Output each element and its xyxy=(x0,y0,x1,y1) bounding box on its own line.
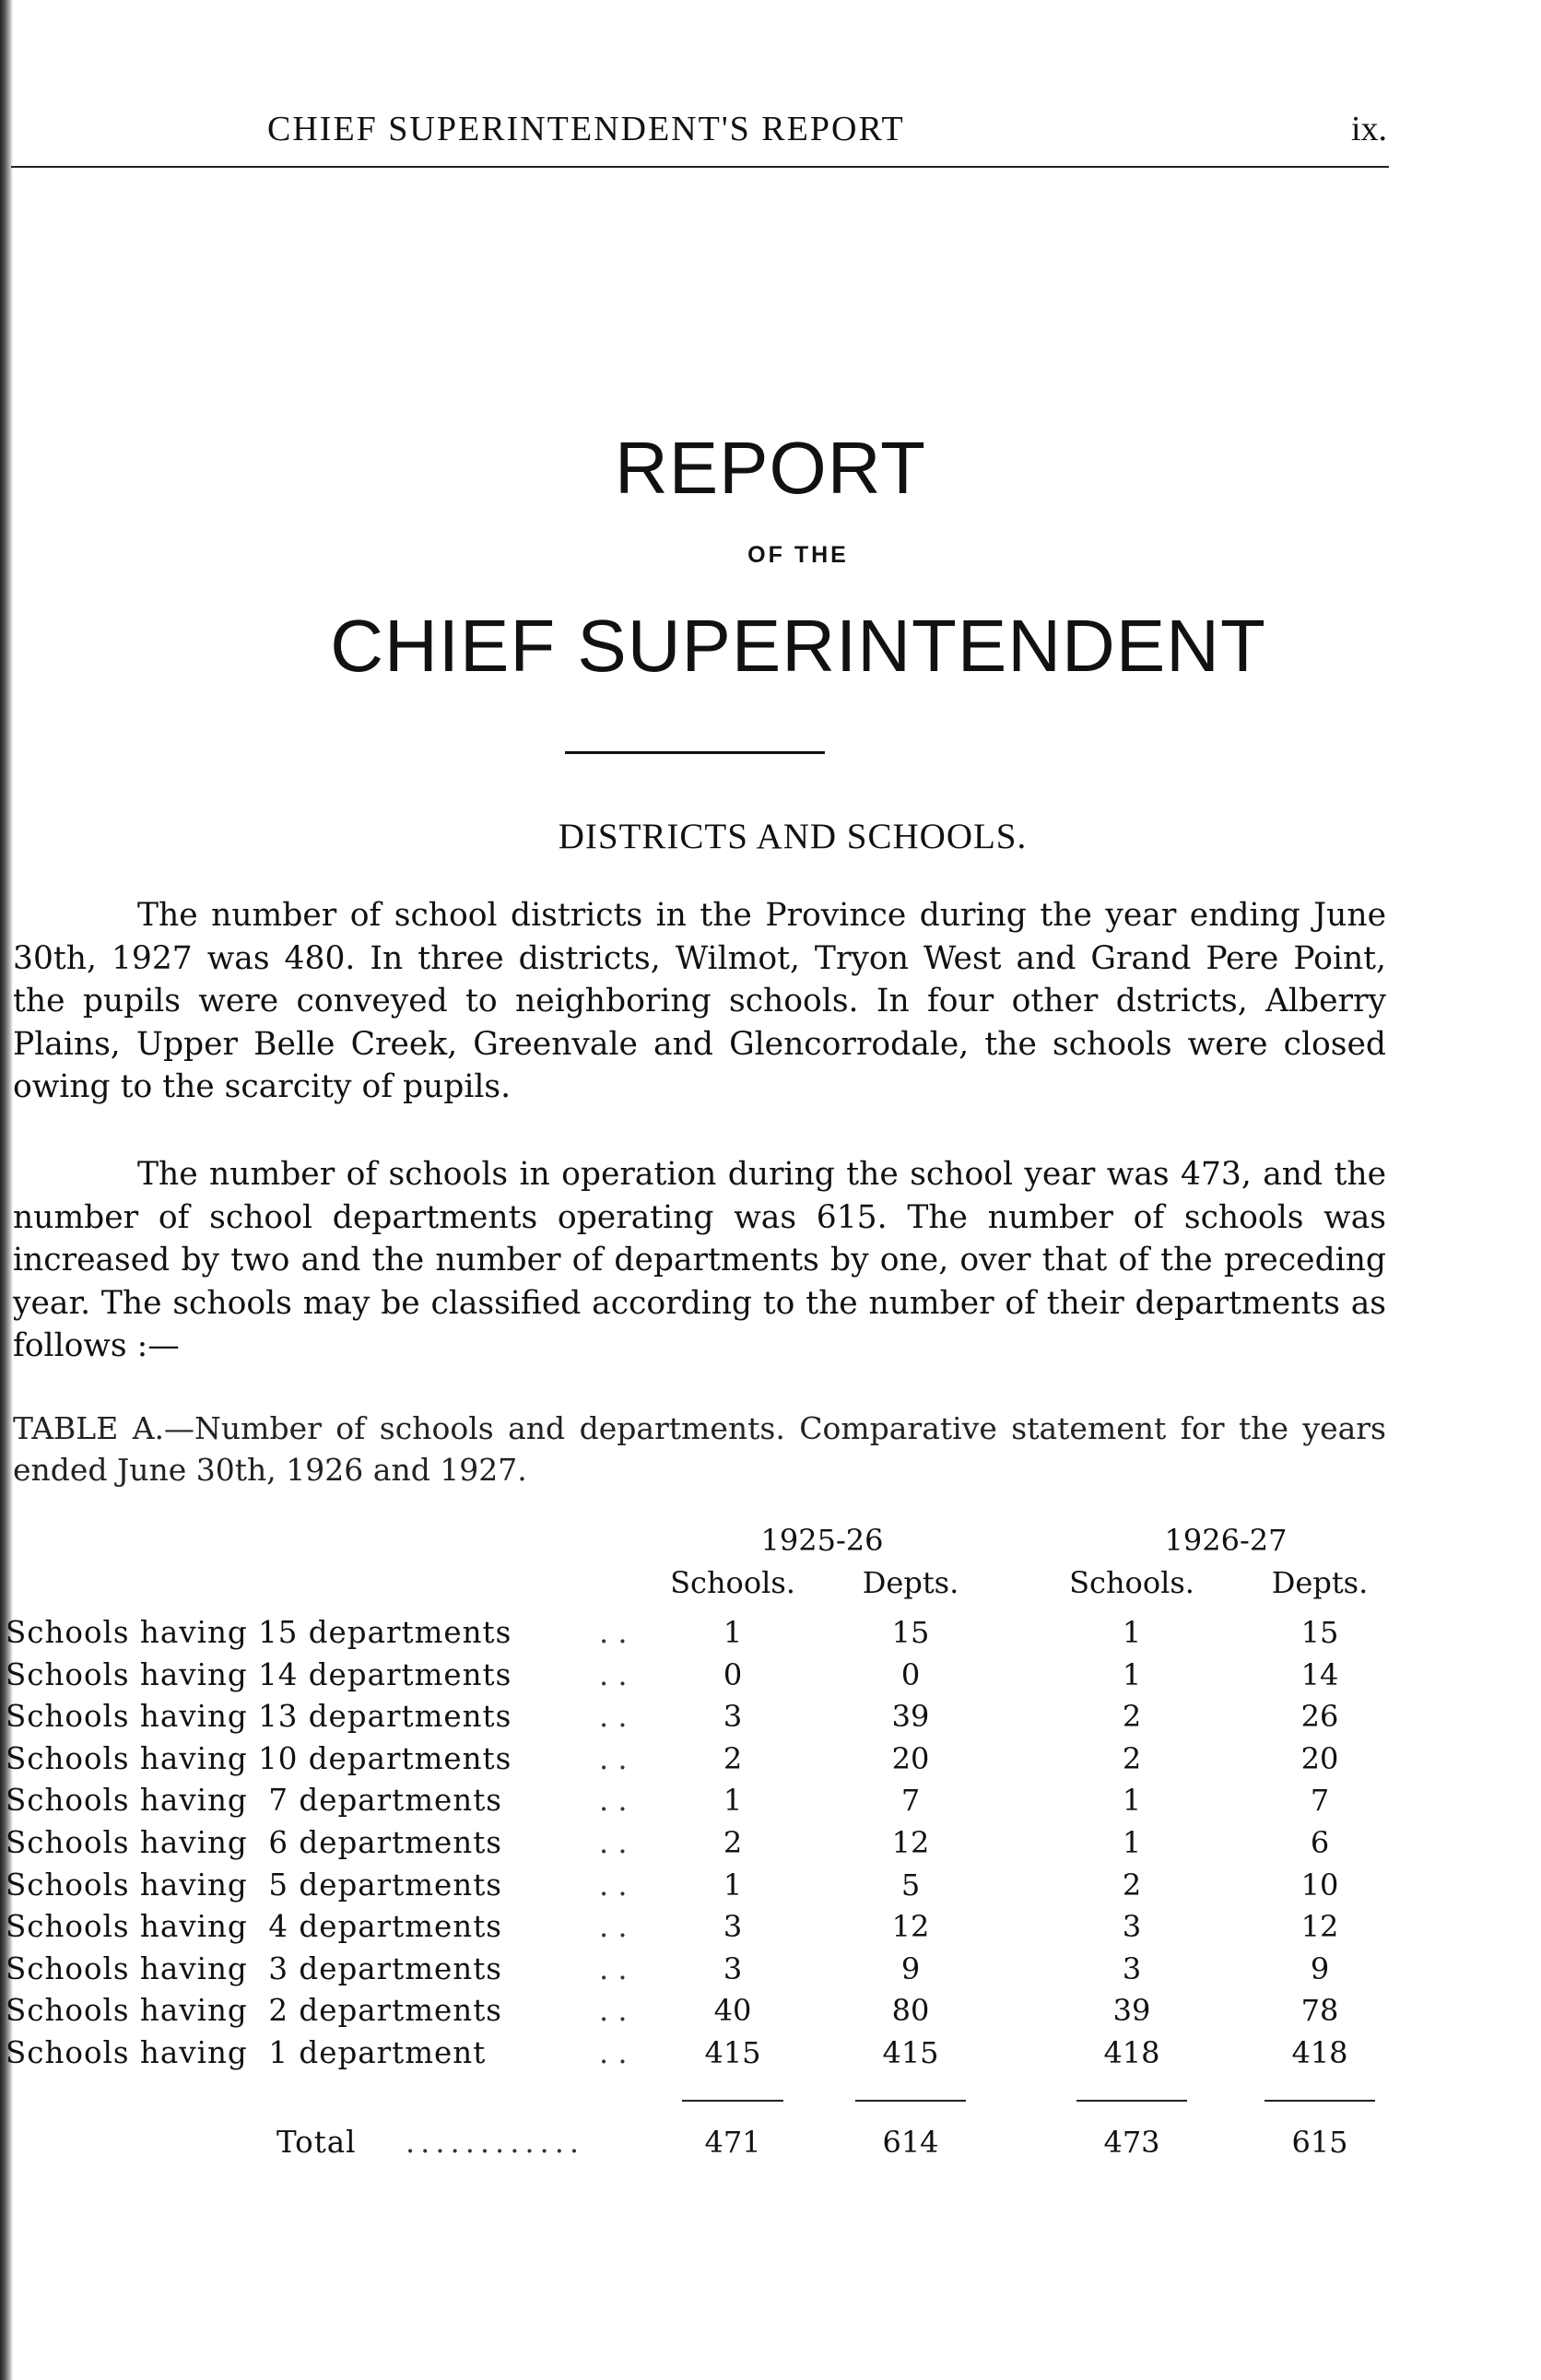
table-row xyxy=(0,1699,1541,1741)
table-cell: 20 xyxy=(1300,1740,1339,1776)
running-head-title: CHIEF SUPERINTENDENT'S REPORT xyxy=(267,110,905,148)
row-leader-dots: . . xyxy=(599,1950,628,1986)
table-cell: 14 xyxy=(1300,1656,1339,1692)
table-cell: 415 xyxy=(882,2035,939,2070)
table-cell: 3 xyxy=(723,1950,743,1986)
row-leader-dots: . . xyxy=(599,1740,628,1776)
total-cell: 615 xyxy=(1291,2125,1348,2160)
column-header: Schools. xyxy=(670,1565,795,1600)
table-cell: 1 xyxy=(1122,1656,1142,1692)
table-row xyxy=(0,1825,1541,1867)
row-label: Schools having 6 departments xyxy=(6,1825,502,1860)
table-row xyxy=(0,1657,1541,1700)
table-cell: 1 xyxy=(1122,1783,1142,1819)
paragraph-schools: The number of schools in operation during the school year was 473, and the number of school departments operating was 615. The number of schools was increased by two and the number of departments by one, over that of the preceding year. The schools may be classified according to the number of their departments as follows :— xyxy=(13,1156,1386,1364)
row-leader-dots: . . xyxy=(599,1993,628,2029)
table-cell: 80 xyxy=(891,1993,930,2029)
table-row xyxy=(0,2035,1541,2078)
table-cell: 15 xyxy=(1300,1615,1339,1650)
table-row xyxy=(0,1993,1541,2035)
row-label: Schools having 15 departments xyxy=(6,1615,512,1650)
table-cell: 2 xyxy=(1122,1740,1142,1776)
running-head xyxy=(0,109,1387,164)
table-cell: 3 xyxy=(723,1909,743,1945)
sum-rule xyxy=(1265,2100,1375,2102)
table-row xyxy=(0,1783,1541,1825)
table-cell: 39 xyxy=(1112,1993,1151,2029)
table-cell: 1 xyxy=(723,1783,743,1819)
table-cell: 2 xyxy=(1122,1867,1142,1903)
table-cell: 20 xyxy=(891,1740,930,1776)
table-cell: 3 xyxy=(1122,1909,1142,1945)
column-header: Depts. xyxy=(862,1565,959,1600)
table-cell: 15 xyxy=(891,1615,930,1650)
total-label: Total xyxy=(276,2125,357,2160)
row-label: Schools having 13 departments xyxy=(6,1699,512,1735)
row-leader-dots: . . xyxy=(599,1699,628,1735)
table-row xyxy=(0,1909,1541,1951)
row-label: Schools having 1 department xyxy=(6,2035,487,2070)
table-cell: 1 xyxy=(723,1867,743,1903)
sum-rule xyxy=(855,2100,966,2102)
title-divider-rule xyxy=(565,751,825,754)
table-cell: 2 xyxy=(723,1825,743,1860)
page-number: ix. xyxy=(1350,110,1387,148)
row-label: Schools having 10 departments xyxy=(6,1740,512,1776)
report-title-chief-superintendent: CHIEF SUPERINTENDENT xyxy=(330,605,1266,687)
row-label: Schools having 14 departments xyxy=(6,1656,512,1692)
table-cell: 1 xyxy=(1122,1615,1142,1650)
table-cell: 418 xyxy=(1103,2035,1160,2070)
total-row xyxy=(0,2125,1541,2167)
column-header: Schools. xyxy=(1069,1565,1194,1600)
year-header: 1926-27 xyxy=(1164,1523,1288,1558)
table-cell: 12 xyxy=(1300,1909,1339,1945)
table-row xyxy=(0,1615,1541,1657)
table-row xyxy=(0,1867,1541,1910)
table-cell: 0 xyxy=(723,1656,743,1692)
table-cell: 12 xyxy=(891,1825,930,1860)
total-cell: 471 xyxy=(704,2125,761,2160)
total-cell: 614 xyxy=(882,2125,939,2160)
table-cell: 3 xyxy=(723,1699,743,1735)
table-row xyxy=(0,1741,1541,1784)
year-header: 1925-26 xyxy=(760,1523,884,1558)
row-label: Schools having 5 departments xyxy=(6,1867,502,1903)
row-leader-dots: . . xyxy=(599,1825,628,1860)
table-cell: 2 xyxy=(723,1740,743,1776)
sum-rule xyxy=(682,2100,783,2102)
total-cell: 473 xyxy=(1103,2125,1160,2160)
table-cell: 39 xyxy=(891,1699,930,1735)
table-cell: 418 xyxy=(1291,2035,1348,2070)
row-label: Schools having 2 departments xyxy=(6,1993,502,2029)
row-leader-dots: . . xyxy=(599,1783,628,1819)
row-leader-dots: . . xyxy=(599,2035,628,2070)
table-cell: 7 xyxy=(900,1783,921,1819)
table-cell: 40 xyxy=(713,1993,752,2029)
row-leader-dots: . . xyxy=(599,1867,628,1903)
table-cell: 1 xyxy=(723,1615,743,1650)
header-rule xyxy=(11,166,1389,168)
row-label: Schools having 7 departments xyxy=(6,1783,502,1819)
table-row xyxy=(0,1951,1541,1994)
section-heading: DISTRICTS AND SCHOOLS. xyxy=(558,817,1028,856)
table-cell: 26 xyxy=(1300,1699,1339,1735)
sum-rule xyxy=(1076,2100,1187,2102)
report-subtitle-of-the: OF THE xyxy=(747,542,849,568)
table-cell: 78 xyxy=(1300,1993,1339,2029)
column-header: Depts. xyxy=(1271,1565,1369,1600)
row-label: Schools having 3 departments xyxy=(6,1950,502,1986)
table-cell: 0 xyxy=(900,1656,921,1692)
table-caption: TABLE A.—Number of schools and departments. Comparative statement for the years ended June 30th, 1926 and 1927. xyxy=(13,1410,1386,1488)
table-cell: 9 xyxy=(900,1950,921,1986)
row-leader-dots: . . xyxy=(599,1615,628,1650)
paragraph-districts: The number of school districts in the Province during the year ending June 30th, 1927 was 480. In three districts, Wilmot, Tryon West and Grand Pere Point, the pupils were conveyed to neighboring schools. In four other dstricts, Alberry Plains, Upper Belle Creek, Greenvale and Glencorrodale, the schools were closed owing to the scarcity of pupils. xyxy=(13,897,1386,1105)
table-cell: 6 xyxy=(1310,1825,1330,1860)
table-cell: 1 xyxy=(1122,1825,1142,1860)
table-cell: 10 xyxy=(1300,1867,1339,1903)
table-cell: 5 xyxy=(900,1867,921,1903)
total-leader-dots: ............ xyxy=(406,2125,585,2160)
table-cell: 9 xyxy=(1310,1950,1330,1986)
table-cell: 2 xyxy=(1122,1699,1142,1735)
row-label: Schools having 4 departments xyxy=(6,1909,502,1945)
row-leader-dots: . . xyxy=(599,1656,628,1692)
row-leader-dots: . . xyxy=(599,1909,628,1945)
report-title: REPORT xyxy=(615,427,926,509)
table-cell: 415 xyxy=(704,2035,761,2070)
table-cell: 7 xyxy=(1310,1783,1330,1819)
table-cell: 3 xyxy=(1122,1950,1142,1986)
table-cell: 12 xyxy=(891,1909,930,1945)
